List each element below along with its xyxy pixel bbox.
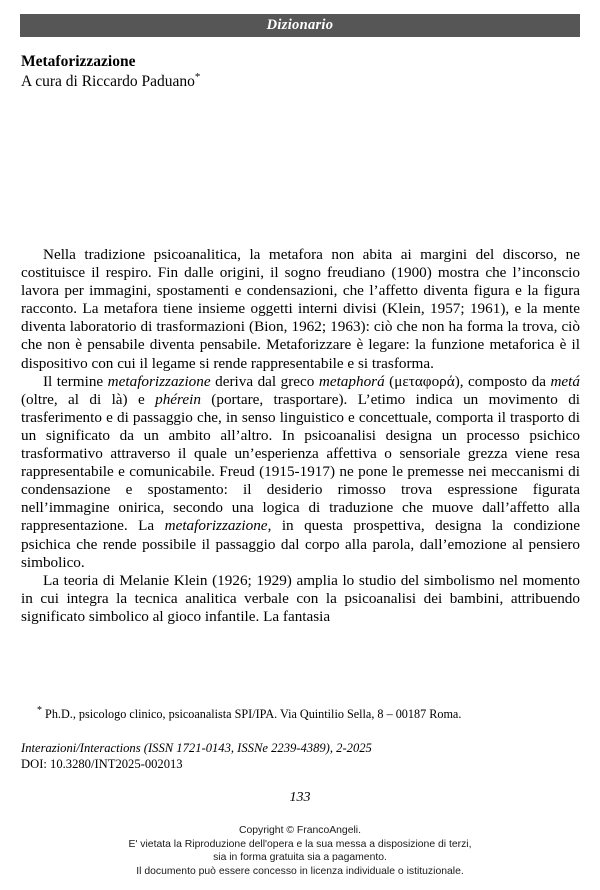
copyright-line-3: sia in forma gratuita sia a pagamento.	[213, 852, 387, 864]
footnote	[21, 704, 580, 722]
doi-line: DOI: 10.3280/INT2025-002013	[21, 756, 183, 771]
journal-citation: Interazioni/Interactions (ISSN 1721-0143, ISSNe 2239-4389), 2-2025	[21, 741, 372, 755]
emphasized-term: metaphorá	[318, 372, 385, 390]
section-banner-label: Dizionario	[266, 17, 334, 33]
page-title: Metaforizzazione	[21, 53, 136, 70]
emphasized-term: metaforizzazione	[164, 517, 268, 535]
copyright-line-1: Copyright © FrancoAngeli.	[238, 825, 361, 836]
article-body	[21, 246, 580, 626]
section-banner	[20, 14, 580, 37]
body-paragraph-2-text: Il termine metaforizzazione deriva dal greco metaphorá (μεταφορά), composto da metá (oltre, al di là) e phérein (portare, trasportare). L’etimo indica un movimento di trasferimento e di passaggio che, in senso linguistico e concettuale, comporta il trasporto di un significato da un ambito all’altro. In psicoanalisi designa un processo psichico trasformativo attraverso il quale un’esperienza affettiva o sensoriale grezza viene resa rappresentabile e comunicabile. Freud (1915-1917) ne pone le premesse nei meccanismi di condensazione e spostamento: il desiderio rimosso trova espressione figurata nell’immagine onirica, secondo una logica di traduzione che muove dall’affetto alla rappresentazione. La metaforizzazione, in questa prospettiva, designa la condizione psichica che rende possibile il passaggio dal corpo alla parola, dall’emozione al pensiero simbolico.	[21, 372, 581, 571]
byline-footnote-marker: *	[194, 70, 201, 83]
emphasized-term: phérein	[155, 390, 201, 408]
title-block	[21, 52, 581, 92]
copyright-line-4: Il documento può essere concesso in licenza individuale o istituzionale.	[136, 865, 464, 877]
body-paragraph-1	[21, 246, 580, 373]
emphasized-term: metaforizzazione	[107, 372, 211, 390]
author-byline	[21, 72, 581, 92]
footnote-marker: *	[37, 704, 42, 716]
body-paragraph-2	[21, 373, 580, 572]
body-paragraph-1-text: Nella tradizione psicoanalitica, la metafora non abita ai margini del discorso, ne costituisce il respiro. Fin dalle origini, il sogno freudiano (1900) mostra che l’inconscio lavora per immagini, spostamenti e condensazioni, che l’affetto diventa figura e la figura racconto. La metafora tiene insieme oggetti interni divisi (Klein, 1957; 1961), e la mente diventa laboratorio di trasformazioni (Bion, 1962; 1963): ciò che non ha forma la trova, ciò che non è pensabile diventa pensabile. Metaforizzare è legare: la funzione metaforica è il dispositivo con cui il legame si rende rappresentabile e si trasforma.	[21, 246, 580, 372]
copyright-line-2: E' vietata la Riproduzione dell'opera e la sua messa a disposizione di terzi,	[128, 838, 472, 850]
copyright-notice	[0, 824, 600, 878]
body-paragraph-3	[21, 572, 580, 626]
author-byline-text: A cura di Riccardo Paduano	[21, 73, 195, 90]
emphasized-term: metá	[550, 372, 580, 390]
footnote-text: Ph.D., psicologo clinico, psicoanalista SPI/IPA. Via Quintilio Sella, 8 – 00187 Roma.	[45, 707, 462, 721]
page-number: 133	[289, 790, 311, 805]
imprint-block	[21, 741, 580, 772]
body-paragraph-3-text: La teoria di Melanie Klein (1926; 1929) amplia lo studio del simbolismo nel momento in cui integra la tecnica analitica verbale con la psicoanalisi dei bambini, attribuendo significato simbolico al gioco infantile. La fantasia	[21, 571, 580, 625]
